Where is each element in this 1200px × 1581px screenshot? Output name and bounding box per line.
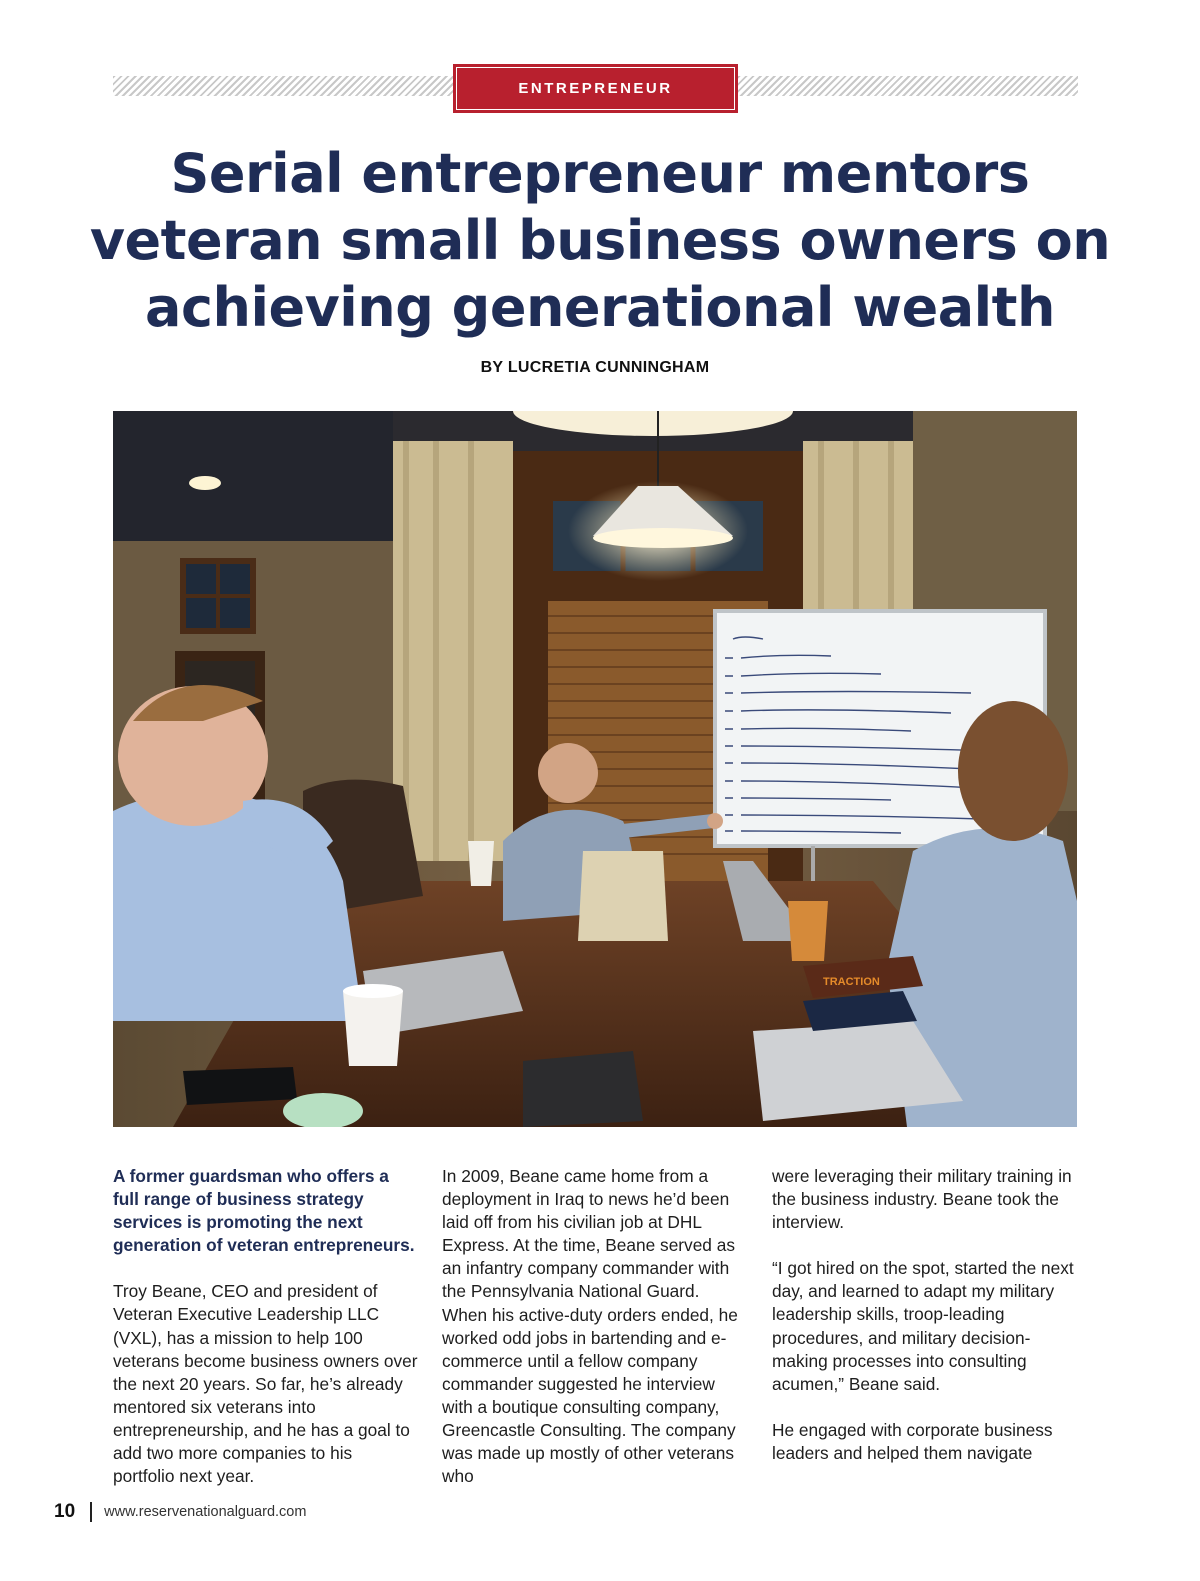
- article-photo: [113, 411, 1077, 1127]
- article-headline: Serial entrepreneur mentors veteran small business owners on achieving generational wealth: [89, 142, 1111, 339]
- section-label: [453, 64, 738, 113]
- article-paragraph-4: “I got hired on the spot, started the next day, and learned to adapt my military leadership skills, troop-leading procedures, and military decision-making processes into consulting acumen,” Beane said.: [772, 1258, 1074, 1394]
- article-paragraph-3: were leveraging their military training in the business industry. Beane took the interview.: [772, 1166, 1072, 1233]
- book-title-text: TRACTION: [823, 976, 880, 988]
- website-url: www.reservenationalguard.com: [104, 1504, 307, 1520]
- byline: BY LUCRETIA CUNNINGHAM: [480, 359, 710, 376]
- decorative-hatch-right: [738, 76, 1078, 96]
- article-paragraph-2: In 2009, Beane came home from a deployment in Iraq to news he’d been laid off from his civilian job at DHL Express. At the time, Beane served as an infantry company commander with the Pennsylvania National Guard. When his active-duty orders ended, he worked odd jobs in bartending and e-commerce until a fellow company commander suggested he interview with a boutique consulting company, Greencastle Consulting. The company was made up mostly of other veterans who: [442, 1166, 738, 1487]
- decorative-hatch-left: [113, 76, 453, 96]
- section-label-text: ENTREPRENEUR: [518, 80, 673, 97]
- article-paragraph-1: Troy Beane, CEO and president of Veteran Executive Leadership LLC (VXL), has a mission to help 100 veterans become business owners over the next 20 years. So far, he’s already mentored six veterans into entrepreneurship, and he has a goal to add two more companies to his portfolio next year.: [113, 1281, 418, 1487]
- page-footer: [54, 1500, 306, 1524]
- article-lead: A former guardsman who offers a full range of business strategy services is promoting the next generation of veteran entrepreneurs.: [113, 1166, 415, 1256]
- footer-divider: [90, 1502, 92, 1522]
- page-number: 10: [54, 1501, 76, 1522]
- article-column-2: [442, 1165, 747, 1511]
- article-paragraph-5: He engaged with corporate business leaders and helped them navigate: [772, 1419, 1053, 1463]
- article-column-1: [113, 1165, 418, 1511]
- article-column-3: [772, 1165, 1077, 1488]
